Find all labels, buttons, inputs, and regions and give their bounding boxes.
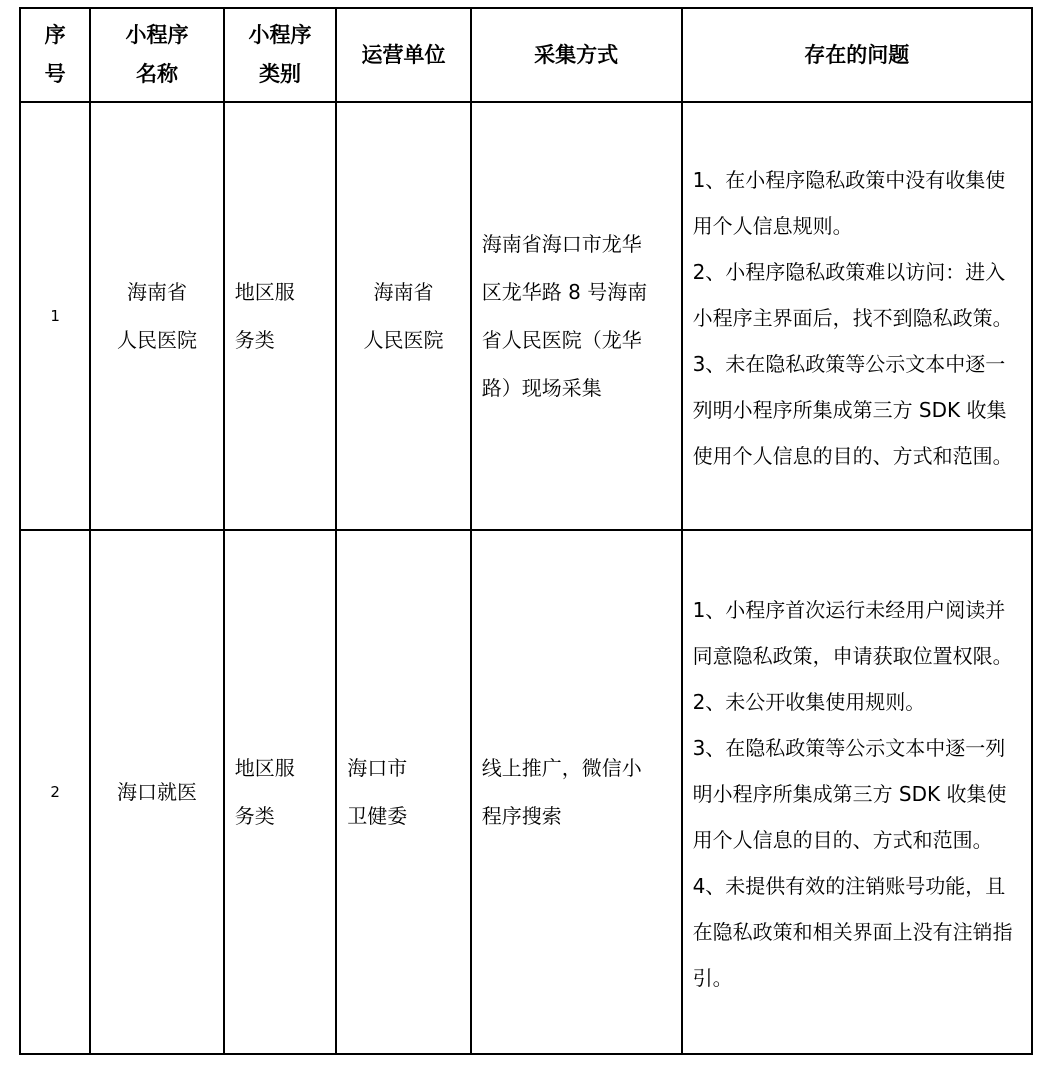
row-method-line2: 程序搜索 <box>481 804 562 828</box>
table-header-row <box>20 8 1032 102</box>
row-seq: 2 <box>20 530 90 1054</box>
row-name-line1: 海南省 <box>127 280 188 304</box>
header-cat-line2: 类别 <box>259 62 301 86</box>
row-method <box>471 530 682 1054</box>
issue-item: 1、在小程序隐私政策中没有收集使用个人信息规则。 <box>692 168 1006 238</box>
header-name-line2: 名称 <box>136 62 179 86</box>
header-name-line1: 小程序 <box>125 23 189 47</box>
row-name: 海口就医 <box>90 530 224 1054</box>
row-method-line3: 省人民医院（龙华 <box>481 328 642 352</box>
row-method-line1: 海南省海口市龙华 <box>481 232 642 256</box>
header-operator: 运营单位 <box>336 8 471 102</box>
row-operator <box>336 530 471 1054</box>
issue-item: 3、在隐私政策等公示文本中逐一列明小程序所集成第三方 SDK 收集使用个人信息的目的、方式和范围。 <box>692 736 1007 852</box>
row-category <box>224 102 336 530</box>
row-op-line2: 卫健委 <box>347 804 408 828</box>
table-row <box>20 102 1032 530</box>
issue-item: 1、小程序首次运行未经用户阅读并同意隐私政策，申请获取位置权限。 <box>692 598 1013 668</box>
row-operator <box>336 102 471 530</box>
row-issues <box>682 102 1032 530</box>
header-issues: 存在的问题 <box>682 8 1032 102</box>
row-category <box>224 530 336 1054</box>
row-method-line1: 线上推广，微信小 <box>481 756 642 780</box>
issue-item: 3、未在隐私政策等公示文本中逐一列明小程序所集成第三方 SDK 收集使用个人信息的目的、方式和范围。 <box>692 352 1013 468</box>
row-issues <box>682 530 1032 1054</box>
issue-item: 2、小程序隐私政策难以访问：进入小程序主界面后，找不到隐私政策。 <box>692 260 1013 330</box>
row-op-line1: 海南省 <box>373 280 434 304</box>
header-seq <box>20 8 90 102</box>
header-seq-line1: 序 <box>44 23 66 47</box>
header-seq-line2: 号 <box>44 62 66 86</box>
header-method: 采集方式 <box>471 8 682 102</box>
row-cat-line2: 务类 <box>234 328 275 352</box>
row-seq: 1 <box>20 102 90 530</box>
issues-table <box>19 7 1033 1055</box>
row-method-line2: 区龙华路 8 号海南 <box>481 280 648 304</box>
row-method <box>471 102 682 530</box>
header-category <box>224 8 336 102</box>
row-cat-line1: 地区服 <box>234 756 295 780</box>
row-cat-line1: 地区服 <box>234 280 295 304</box>
issue-item: 4、未提供有效的注销账号功能，且在隐私政策和相关界面上没有注销指引。 <box>692 874 1013 990</box>
header-name <box>90 8 224 102</box>
row-name-line2: 人民医院 <box>117 328 198 352</box>
row-cat-line2: 务类 <box>234 804 275 828</box>
row-name <box>90 102 224 530</box>
table-row <box>20 530 1032 1054</box>
row-op-line1: 海口市 <box>347 756 408 780</box>
row-op-line2: 人民医院 <box>363 328 444 352</box>
row-method-line4: 路）现场采集 <box>481 376 602 400</box>
issue-item: 2、未公开收集使用规则。 <box>692 690 926 714</box>
header-cat-line1: 小程序 <box>248 23 312 47</box>
